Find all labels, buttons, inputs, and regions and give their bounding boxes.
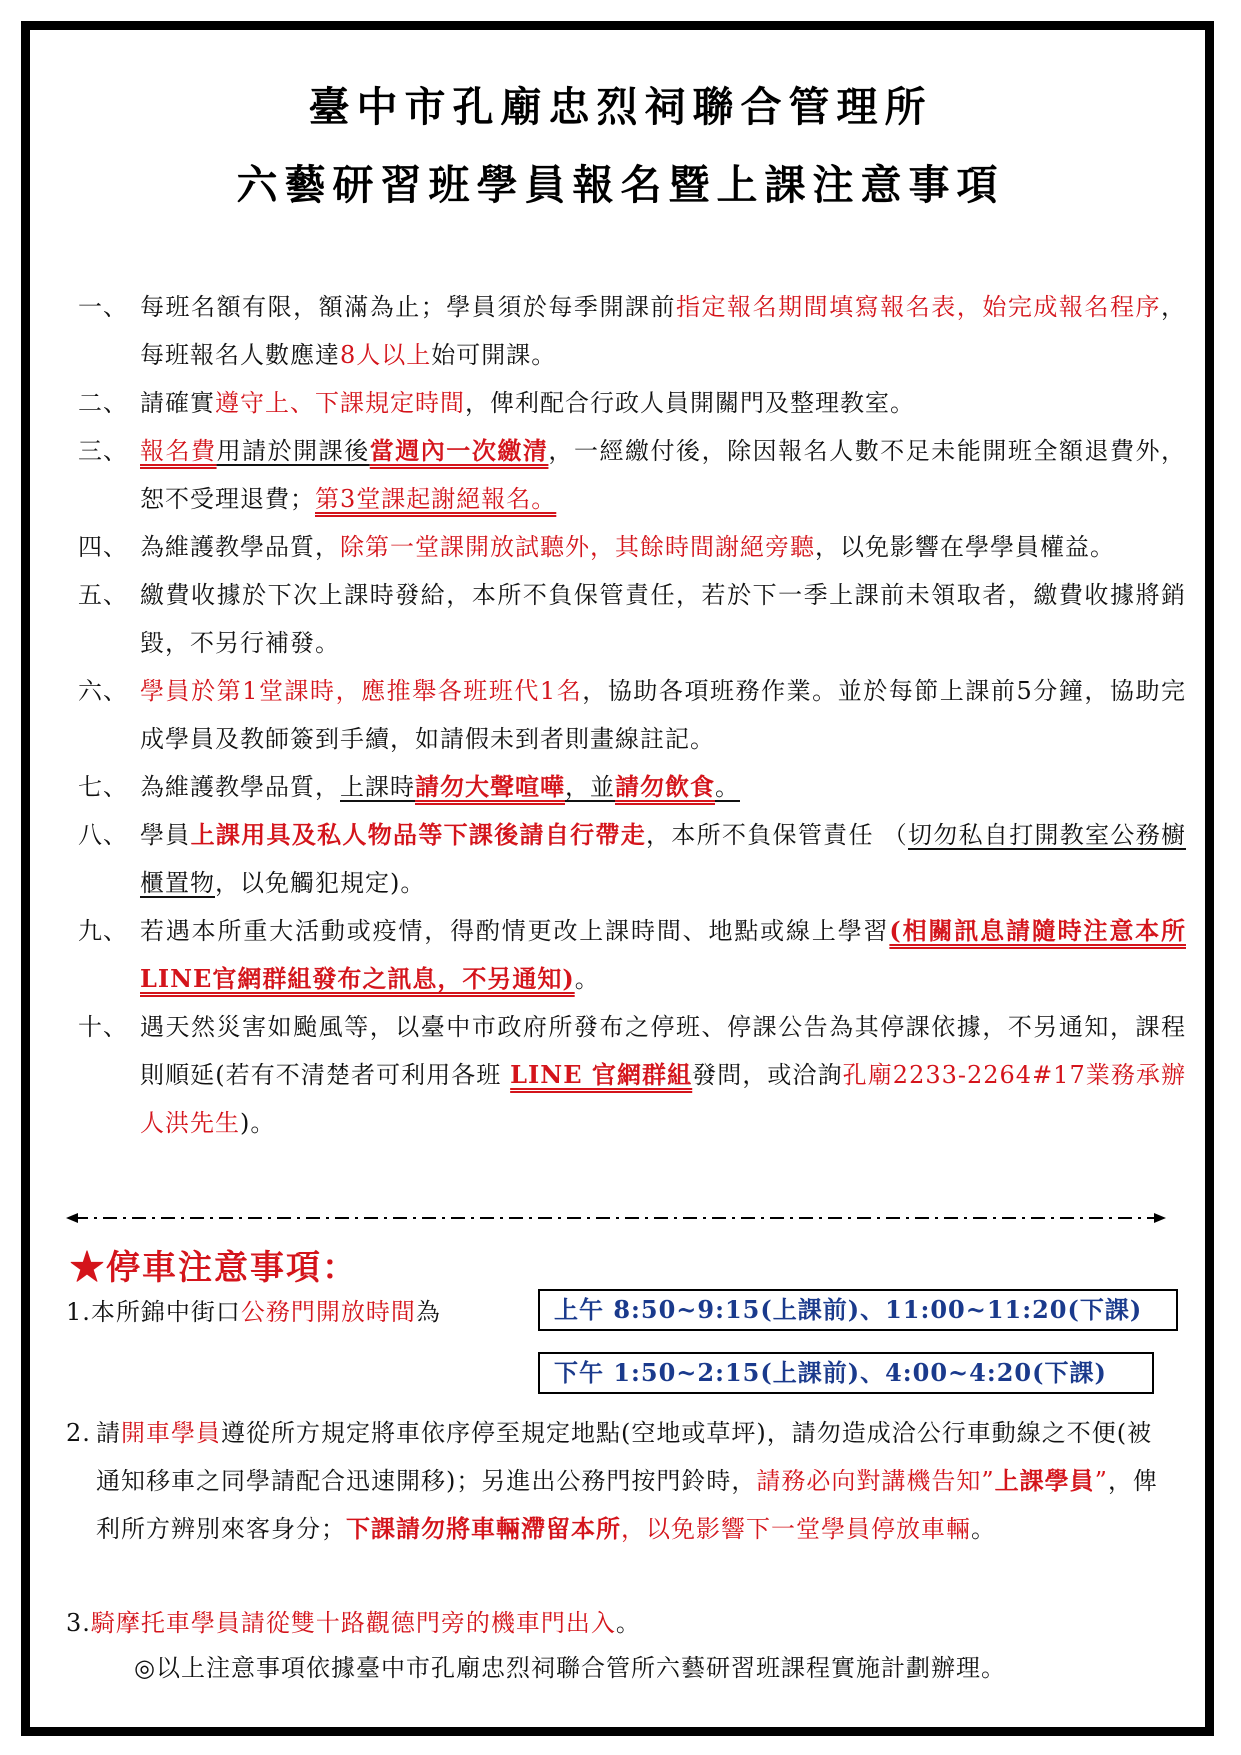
rule-number: 三、 bbox=[78, 437, 128, 465]
rule-text: ，一經繳付後，除因報名人數不足未能開班全額退費外，恕不受理退費； bbox=[140, 437, 1187, 513]
rule-number: 七、 bbox=[78, 773, 128, 801]
rule-highlight: 請勿大聲喧嘩 bbox=[415, 772, 565, 801]
rule-text: ，以免觸犯規定)。 bbox=[215, 869, 426, 897]
rule-highlight: (相關訊息請隨時注意本所LINE官網群組發布之訊息，不另通知) bbox=[140, 916, 1186, 993]
rule-item bbox=[78, 523, 1186, 571]
rule-item bbox=[78, 379, 1186, 427]
rule-item bbox=[78, 427, 1186, 523]
parking-item-highlight: 騎摩托車學員請從雙十路觀德門旁的機車門出入 bbox=[90, 1609, 616, 1637]
rule-highlight: 報名費 bbox=[140, 437, 217, 465]
rule-text: 若遇本所重大活動或疫情，得酌情更改上課時間、地點或線上學習 bbox=[140, 917, 890, 945]
parking-item-text: 遵從所方規定將車依序停至規定地點(空地或草坪)，請勿造成洽公行車動線之不便(被通知移車之同學請配合迅速開移)；另進出公務門按門鈴時， bbox=[96, 1419, 1153, 1495]
rule-text: ，俾利配合行政人員開關門及整理教室。 bbox=[465, 389, 915, 417]
parking-item-highlight: 開車學員 bbox=[121, 1419, 221, 1447]
rule-text: 。 bbox=[574, 965, 600, 993]
rule-text: 每班名額有限，額滿為止；學員須於每季開課前 bbox=[140, 293, 677, 321]
rule-number: 四、 bbox=[78, 533, 128, 561]
rule-highlight: 學員於第1堂課時，應推舉各班班代1名 bbox=[140, 677, 583, 705]
rule-number: 一、 bbox=[78, 293, 128, 321]
rule-text: ，每班報名人數應達 bbox=[140, 293, 1187, 369]
footer-note: ◎以上注意事項依據臺中市孔廟忠烈祠聯合管所六藝研習班課程實施計劃辦理。 bbox=[134, 1654, 1006, 1682]
rule-text: 上課時 bbox=[340, 773, 415, 801]
rule-text: 切勿私自打開教室公務櫥櫃置物 bbox=[140, 821, 1187, 897]
parking-item-text: 請 bbox=[96, 1419, 121, 1447]
rules-list bbox=[78, 283, 1186, 1147]
parking-item-text: ，俾利所方辨別來客身分； bbox=[96, 1467, 1158, 1543]
rule-item bbox=[78, 1003, 1186, 1147]
parking-item-highlight: ” bbox=[1094, 1467, 1108, 1495]
rule-text: ，以免影響在學學員權益。 bbox=[815, 533, 1115, 561]
rule-text: ，本所不負保管責任 （ bbox=[646, 821, 908, 849]
rule-highlight: 遵守上、下課規定時間 bbox=[215, 389, 465, 417]
rule-text: 發問，或洽詢 bbox=[692, 1061, 843, 1089]
rule-highlight: 8人以上 bbox=[340, 341, 432, 369]
parking-item-text: 。 bbox=[615, 1609, 641, 1637]
parking-item-num: 3. bbox=[66, 1609, 91, 1637]
rule-text: ，並 bbox=[565, 773, 615, 801]
opening-time-afternoon: 下午 1:50~2:15(上課前)、4:00~4:20(下課) bbox=[538, 1352, 1154, 1394]
rule-number: 六、 bbox=[78, 677, 128, 705]
rule-item bbox=[78, 667, 1186, 763]
rule-highlight: 第3堂課起謝絕報名。 bbox=[315, 485, 557, 513]
parking-item-highlight: 下課請勿將車輛滯留本所 bbox=[346, 1514, 621, 1543]
rule-text: 繳費收據於下次上課時發給，本所不負保管責任，若於下一季上課前未領取者，繳費收據將銷毀，不另行補發。 bbox=[140, 581, 1186, 657]
parking-item-text: 為 bbox=[415, 1298, 441, 1326]
page-title: 臺中市孔廟忠烈祠聯合管理所 bbox=[308, 83, 933, 131]
divider-arrow-line bbox=[66, 1210, 1166, 1226]
rule-highlight: 孔廟2233-2264#17業務承辦人洪先生 bbox=[140, 1061, 1187, 1137]
opening-time-morning: 上午 8:50~9:15(上課前)、11:00~11:20(下課) bbox=[538, 1289, 1178, 1331]
rule-highlight: 指定報名期間填寫報名表，始完成報名程序 bbox=[676, 293, 1162, 321]
rule-text: 用請於開課後 bbox=[216, 437, 370, 465]
rule-number: 二、 bbox=[78, 389, 128, 417]
rule-text: ，協助各項班務作業。並於每節上課前5分鐘，協助完成學員及教師簽到手續，如請假未到者則畫線註記。 bbox=[140, 677, 1186, 753]
rule-highlight: LINE 官網群組 bbox=[510, 1060, 693, 1089]
parking-item-highlight: ，以免影響下一堂學員停放車輛 bbox=[621, 1515, 971, 1543]
rule-highlight: 除第一堂課開放試聽外，其餘時間謝絕旁聽 bbox=[340, 533, 815, 561]
parking-item-num: 2. bbox=[66, 1419, 91, 1447]
parking-item-1 bbox=[66, 1292, 441, 1332]
rule-number: 五、 bbox=[78, 581, 128, 609]
rule-text: 遇天然災害如颱風等，以臺中市政府所發布之停班、停課公告為其停課依據，不另通知，課程則順延(若有不清楚者可利用各班 bbox=[140, 1013, 1186, 1089]
rule-number: 十、 bbox=[78, 1013, 128, 1041]
rule-item bbox=[78, 571, 1186, 667]
rule-item bbox=[78, 811, 1186, 907]
rule-highlight: 上課用具及私人物品等下課後請自行帶走 bbox=[190, 820, 647, 849]
rule-highlight: 請勿飲食 bbox=[615, 772, 715, 801]
rule-number: 九、 bbox=[78, 917, 128, 945]
parking-item-3 bbox=[66, 1603, 641, 1643]
rule-text: 請確實 bbox=[140, 389, 215, 417]
rule-highlight: 當週內一次繳清 bbox=[369, 436, 549, 465]
rule-item bbox=[78, 283, 1186, 379]
rule-text: 。 bbox=[715, 773, 740, 801]
parking-title: ★停車注意事項： bbox=[70, 1248, 358, 1288]
rule-text: 始可開課。 bbox=[431, 341, 557, 369]
rule-item bbox=[78, 763, 1186, 811]
rule-text: )。 bbox=[240, 1109, 276, 1137]
parking-item-highlight: 上課學員 bbox=[994, 1466, 1095, 1495]
parking-item-highlight: 請務必向對講機告知” bbox=[756, 1467, 995, 1495]
rule-number: 八、 bbox=[78, 821, 128, 849]
parking-item-highlight: 公務門開放時間 bbox=[240, 1298, 416, 1326]
rule-text: 為維護教學品質， bbox=[140, 533, 340, 561]
rule-item bbox=[78, 907, 1186, 1003]
parking-item-text: 本所錦中街口 bbox=[90, 1298, 241, 1326]
page-subtitle: 六藝研習班學員報名暨上課注意事項 bbox=[236, 161, 1005, 209]
rule-text: 學員 bbox=[140, 821, 191, 849]
parking-item-text: 。 bbox=[971, 1515, 996, 1543]
parking-item-2 bbox=[66, 1410, 1174, 1553]
parking-item-num: 1. bbox=[66, 1298, 91, 1326]
rule-text: 為維護教學品質， bbox=[140, 773, 340, 801]
